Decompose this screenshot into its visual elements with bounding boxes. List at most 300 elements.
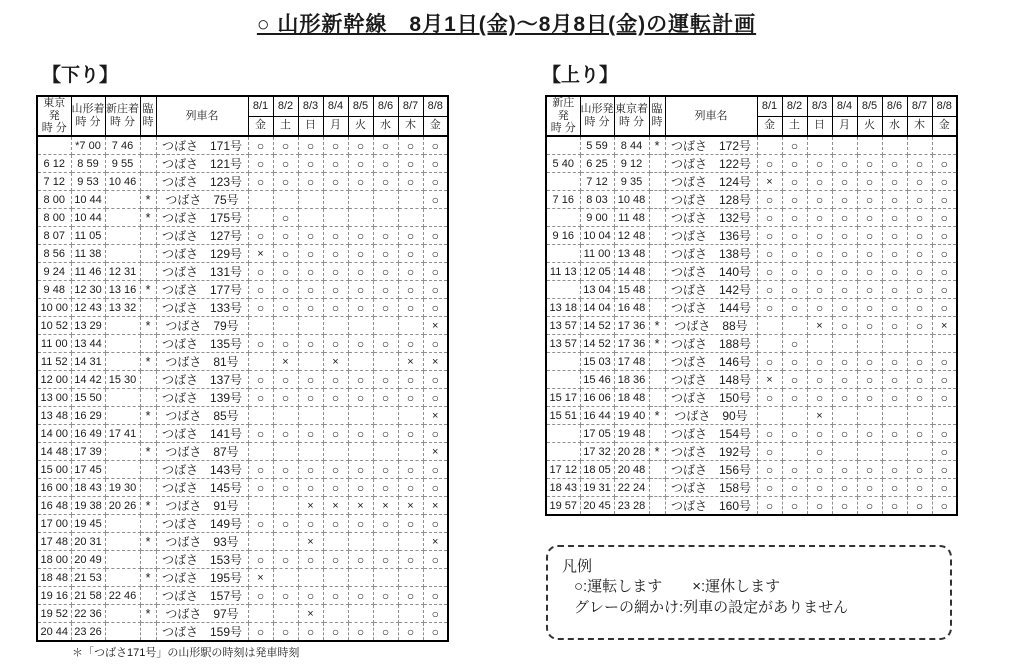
train-name-cell: つばさ 128号 — [665, 191, 757, 209]
train-row — [37, 371, 448, 389]
train-name-cell: つばさ 138号 — [665, 245, 757, 263]
train-name-cell: つばさ 146号 — [665, 353, 757, 371]
extra-cell — [649, 353, 665, 371]
mark-cell: ○ — [832, 299, 857, 317]
mark-cell: ○ — [423, 335, 448, 353]
mark-cell: ○ — [832, 479, 857, 497]
time-cell-2: 10 44 — [71, 209, 105, 227]
mark-cell: ○ — [932, 209, 957, 227]
mark-cell: ○ — [807, 461, 832, 479]
mark-cell-no-service — [398, 533, 423, 551]
train-row — [37, 407, 448, 425]
mark-cell: ○ — [832, 425, 857, 443]
date-header: 8/4 — [323, 96, 348, 116]
mark-cell: ○ — [857, 497, 882, 516]
mark-cell-no-service — [373, 191, 398, 209]
train-row — [546, 407, 957, 425]
time-cell-2: 11 38 — [71, 245, 105, 263]
time-cell-2: 19 31 — [580, 479, 614, 497]
extra-cell: * — [649, 136, 665, 155]
extra-cell — [649, 479, 665, 497]
mark-cell: ○ — [298, 245, 323, 263]
mark-cell: ○ — [298, 461, 323, 479]
mark-cell: ○ — [373, 263, 398, 281]
extra-cell: * — [649, 443, 665, 461]
time-cell-1: 13 57 — [546, 335, 580, 353]
mark-cell-no-service — [323, 209, 348, 227]
mark-cell: ○ — [782, 389, 807, 407]
extra-cell — [649, 245, 665, 263]
mark-cell-no-service — [323, 569, 348, 587]
mark-cell: ○ — [882, 281, 907, 299]
mark-cell-no-service — [373, 605, 398, 623]
train-row — [37, 443, 448, 461]
mark-cell: ○ — [298, 587, 323, 605]
weekday-header: 火 — [348, 116, 373, 136]
mark-cell: ○ — [882, 353, 907, 371]
mark-cell: ○ — [807, 425, 832, 443]
train-name-cell: つばさ 148号 — [665, 371, 757, 389]
time-cell-2: 14 52 — [580, 335, 614, 353]
train-name-cell: つばさ 154号 — [665, 425, 757, 443]
time-cell-3 — [105, 335, 140, 353]
mark-cell: ○ — [907, 191, 932, 209]
timetable-down-body — [37, 136, 448, 641]
date-header: 8/6 — [882, 96, 907, 116]
mark-cell: ○ — [932, 173, 957, 191]
header-time-label: 時 分 — [75, 116, 101, 128]
mark-cell: ○ — [323, 515, 348, 533]
mark-cell-no-service — [757, 335, 782, 353]
time-cell-3: 10 48 — [614, 191, 649, 209]
time-cell-3: 17 48 — [614, 353, 649, 371]
mark-cell: ○ — [273, 461, 298, 479]
time-cell-2: 14 52 — [580, 317, 614, 335]
date-header: 8/7 — [398, 96, 423, 116]
time-cell-1: 5 40 — [546, 155, 580, 173]
extra-cell — [140, 371, 156, 389]
mark-cell: ○ — [807, 227, 832, 245]
time-cell-3 — [105, 227, 140, 245]
time-cell-3 — [105, 389, 140, 407]
mark-cell: ○ — [423, 605, 448, 623]
extra-cell — [140, 299, 156, 317]
time-cell-2: 13 29 — [71, 317, 105, 335]
mark-cell: ○ — [373, 479, 398, 497]
mark-cell: ○ — [323, 371, 348, 389]
header-station-label: 新庄着 — [106, 103, 139, 116]
train-row — [546, 317, 957, 335]
mark-cell: ○ — [857, 461, 882, 479]
mark-cell: ○ — [807, 191, 832, 209]
time-cell-3 — [105, 515, 140, 533]
mark-cell-no-service — [782, 407, 807, 425]
mark-cell: ○ — [248, 389, 273, 407]
mark-cell: ○ — [423, 389, 448, 407]
mark-cell-no-service — [907, 443, 932, 461]
mark-cell: ○ — [248, 623, 273, 642]
mark-cell: ○ — [757, 425, 782, 443]
time-cell-1 — [546, 136, 580, 155]
time-cell-1 — [37, 136, 71, 155]
train-row — [37, 317, 448, 335]
time-cell-3 — [105, 461, 140, 479]
mark-cell: ○ — [323, 623, 348, 642]
mark-cell: ○ — [398, 173, 423, 191]
weekday-header: 土 — [273, 116, 298, 136]
mark-cell: ○ — [398, 479, 423, 497]
time-cell-3: 11 48 — [614, 209, 649, 227]
mark-cell: ○ — [398, 425, 423, 443]
mark-cell: ○ — [323, 461, 348, 479]
train-row — [37, 209, 448, 227]
time-cell-3: 13 48 — [614, 245, 649, 263]
weekday-header: 木 — [907, 116, 932, 136]
date-header: 8/2 — [273, 96, 298, 116]
mark-cell: ○ — [932, 425, 957, 443]
train-name-cell: つばさ 127号 — [156, 227, 248, 245]
mark-cell: ○ — [298, 479, 323, 497]
mark-cell: ○ — [782, 173, 807, 191]
time-cell-2: 16 06 — [580, 389, 614, 407]
mark-cell: ○ — [323, 335, 348, 353]
time-cell-1: 9 24 — [37, 263, 71, 281]
header-yamagata-departure — [580, 96, 614, 136]
header-row-1 — [546, 96, 957, 116]
mark-cell-no-service — [832, 136, 857, 155]
mark-cell: ○ — [248, 551, 273, 569]
train-row — [37, 136, 448, 155]
time-cell-2: 12 43 — [71, 299, 105, 317]
mark-cell-no-service — [932, 335, 957, 353]
header-extra-train: 臨時 — [649, 96, 665, 136]
train-name-cell: つばさ 137号 — [156, 371, 248, 389]
mark-cell-no-service — [323, 533, 348, 551]
train-name-cell: つばさ 122号 — [665, 155, 757, 173]
mark-cell: ○ — [323, 245, 348, 263]
time-cell-1 — [546, 209, 580, 227]
mark-cell: ○ — [782, 191, 807, 209]
time-cell-2: 23 26 — [71, 623, 105, 642]
time-cell-3 — [105, 245, 140, 263]
weekday-header: 金 — [423, 116, 448, 136]
mark-cell: ○ — [907, 497, 932, 516]
mark-cell: ○ — [807, 497, 832, 516]
mark-cell: ○ — [273, 299, 298, 317]
weekday-header: 水 — [882, 116, 907, 136]
train-name-cell: つばさ 87号 — [156, 443, 248, 461]
train-row — [546, 497, 957, 516]
mark-cell-no-service — [398, 317, 423, 335]
mark-cell: ○ — [882, 209, 907, 227]
mark-cell: ○ — [248, 136, 273, 155]
mark-cell: ○ — [248, 515, 273, 533]
mark-cell: ○ — [373, 371, 398, 389]
mark-cell: ○ — [348, 587, 373, 605]
mark-cell: ○ — [423, 371, 448, 389]
train-row — [546, 173, 957, 191]
mark-cell: ○ — [782, 209, 807, 227]
mark-cell-no-service — [423, 209, 448, 227]
mark-cell: ○ — [348, 371, 373, 389]
time-cell-2: 19 38 — [71, 497, 105, 515]
mark-cell-no-service — [298, 569, 323, 587]
time-cell-3 — [105, 407, 140, 425]
date-header: 8/2 — [782, 96, 807, 116]
mark-cell: ○ — [398, 227, 423, 245]
time-cell-1: 16 48 — [37, 497, 71, 515]
mark-cell: ○ — [807, 245, 832, 263]
extra-cell — [649, 461, 665, 479]
train-name-cell: つばさ 143号 — [156, 461, 248, 479]
mark-cell: ○ — [398, 371, 423, 389]
train-row — [546, 245, 957, 263]
train-name-cell: つばさ 88号 — [665, 317, 757, 335]
mark-cell: ○ — [298, 515, 323, 533]
mark-cell-no-service — [907, 136, 932, 155]
train-name-cell: つばさ 81号 — [156, 353, 248, 371]
mark-cell: ○ — [782, 263, 807, 281]
page-title: ○ 山形新幹線 8月1日(金)～8月8日(金)の運転計画 — [256, 13, 757, 36]
train-name-cell: つばさ 132号 — [665, 209, 757, 227]
train-name-cell: つばさ 160号 — [665, 497, 757, 516]
mark-cell: × — [807, 407, 832, 425]
train-row — [546, 461, 957, 479]
train-row — [37, 605, 448, 623]
mark-cell: ○ — [857, 155, 882, 173]
mark-cell-no-service — [398, 191, 423, 209]
mark-cell-no-service — [807, 335, 832, 353]
mark-cell: ○ — [323, 479, 348, 497]
mark-cell-no-service — [907, 407, 932, 425]
mark-cell: ○ — [298, 335, 323, 353]
mark-cell: ○ — [323, 263, 348, 281]
mark-cell: ○ — [757, 245, 782, 263]
mark-cell: ○ — [273, 587, 298, 605]
mark-cell: × — [248, 569, 273, 587]
mark-cell: ○ — [373, 299, 398, 317]
mark-cell: ○ — [832, 209, 857, 227]
time-cell-2: 9 00 — [580, 209, 614, 227]
mark-cell: ○ — [323, 173, 348, 191]
time-cell-1: 8 00 — [37, 209, 71, 227]
mark-cell: ○ — [348, 515, 373, 533]
mark-cell: ○ — [273, 389, 298, 407]
extra-cell — [140, 245, 156, 263]
mark-cell: ○ — [857, 245, 882, 263]
time-cell-1: 13 57 — [546, 317, 580, 335]
time-cell-1: 20 44 — [37, 623, 71, 642]
train-row — [37, 587, 448, 605]
mark-cell: × — [423, 407, 448, 425]
mark-cell: ○ — [348, 299, 373, 317]
mark-cell: ○ — [423, 479, 448, 497]
mark-cell: ○ — [398, 587, 423, 605]
mark-cell: ○ — [907, 425, 932, 443]
time-cell-1: 6 12 — [37, 155, 71, 173]
timetable-up — [545, 95, 958, 516]
header-station-label: 東京発 — [43, 97, 66, 122]
mark-cell: ○ — [323, 299, 348, 317]
mark-cell: ○ — [423, 551, 448, 569]
mark-cell: ○ — [857, 353, 882, 371]
extra-cell — [649, 497, 665, 516]
mark-cell: ○ — [807, 353, 832, 371]
train-name-cell: つばさ 142号 — [665, 281, 757, 299]
mark-cell-no-service — [932, 407, 957, 425]
mark-cell: × — [398, 353, 423, 371]
train-name-cell: つばさ 145号 — [156, 479, 248, 497]
mark-cell-no-service — [273, 569, 298, 587]
mark-cell: ○ — [832, 497, 857, 516]
mark-cell: ○ — [348, 461, 373, 479]
mark-cell: ○ — [932, 443, 957, 461]
time-cell-3: 9 35 — [614, 173, 649, 191]
mark-cell: ○ — [323, 425, 348, 443]
mark-cell: ○ — [857, 479, 882, 497]
mark-cell: ○ — [857, 371, 882, 389]
mark-cell: ○ — [273, 623, 298, 642]
mark-cell: × — [373, 497, 398, 515]
mark-cell: ○ — [398, 623, 423, 642]
mark-cell: ○ — [907, 479, 932, 497]
mark-cell: ○ — [907, 245, 932, 263]
legend-shading-line: グレーの網かけ:列車の設定がありません — [574, 598, 849, 616]
time-cell-3: 20 28 — [614, 443, 649, 461]
header-time-label: 時 分 — [618, 116, 645, 128]
mark-cell: ○ — [882, 389, 907, 407]
mark-cell: × — [757, 371, 782, 389]
time-cell-3: 13 16 — [105, 281, 140, 299]
time-cell-3: 17 41 — [105, 425, 140, 443]
mark-cell-no-service — [757, 407, 782, 425]
mark-cell: ○ — [373, 136, 398, 155]
time-cell-2: 20 45 — [580, 497, 614, 516]
mark-cell: ○ — [273, 371, 298, 389]
mark-cell: ○ — [323, 136, 348, 155]
time-cell-3 — [105, 533, 140, 551]
time-cell-1 — [546, 371, 580, 389]
train-name-cell: つばさ 135号 — [156, 335, 248, 353]
mark-cell: ○ — [273, 515, 298, 533]
time-cell-3: 18 48 — [614, 389, 649, 407]
mark-cell: ○ — [423, 173, 448, 191]
time-cell-1: 18 43 — [546, 479, 580, 497]
train-row — [37, 533, 448, 551]
mark-cell: ○ — [398, 245, 423, 263]
mark-cell: ○ — [757, 443, 782, 461]
train-row — [546, 479, 957, 497]
mark-cell: ○ — [248, 173, 273, 191]
mark-cell: ○ — [782, 245, 807, 263]
train-row — [37, 569, 448, 587]
mark-cell-no-service — [398, 569, 423, 587]
time-cell-1: 15 51 — [546, 407, 580, 425]
train-name-cell: つばさ 150号 — [665, 389, 757, 407]
time-cell-1: 19 52 — [37, 605, 71, 623]
train-row — [546, 299, 957, 317]
extra-cell — [140, 623, 156, 642]
date-header: 8/7 — [907, 96, 932, 116]
mark-cell-no-service — [398, 443, 423, 461]
time-cell-1: 15 17 — [546, 389, 580, 407]
mark-cell: × — [398, 497, 423, 515]
mark-cell: ○ — [807, 209, 832, 227]
mark-cell-no-service — [348, 407, 373, 425]
mark-cell: ○ — [907, 299, 932, 317]
mark-cell: ○ — [757, 299, 782, 317]
time-cell-1: 7 12 — [37, 173, 71, 191]
mark-cell: ○ — [932, 227, 957, 245]
train-row — [546, 443, 957, 461]
mark-cell: ○ — [323, 155, 348, 173]
mark-cell: ○ — [857, 209, 882, 227]
extra-cell: * — [140, 191, 156, 209]
mark-cell: ○ — [932, 245, 957, 263]
time-cell-2: 19 45 — [71, 515, 105, 533]
mark-cell: ○ — [398, 551, 423, 569]
train-row — [546, 155, 957, 173]
extra-cell — [649, 371, 665, 389]
date-header: 8/4 — [832, 96, 857, 116]
train-name-cell: つばさ 97号 — [156, 605, 248, 623]
mark-cell: × — [323, 353, 348, 371]
mark-cell-no-service — [298, 209, 323, 227]
mark-cell: ○ — [273, 263, 298, 281]
mark-cell: ○ — [907, 209, 932, 227]
time-cell-2: 8 03 — [580, 191, 614, 209]
train-row — [37, 515, 448, 533]
train-name-cell: つばさ 144号 — [665, 299, 757, 317]
weekday-header: 水 — [373, 116, 398, 136]
mark-cell-no-service — [273, 317, 298, 335]
mark-cell: × — [423, 497, 448, 515]
mark-cell: ○ — [857, 317, 882, 335]
train-row — [37, 245, 448, 263]
time-cell-1: 8 07 — [37, 227, 71, 245]
weekday-header: 金 — [757, 116, 782, 136]
train-row — [546, 353, 957, 371]
mark-cell: ○ — [298, 425, 323, 443]
mark-cell-no-service — [323, 407, 348, 425]
mark-cell-no-service — [348, 443, 373, 461]
mark-cell: ○ — [373, 155, 398, 173]
time-cell-1: 13 00 — [37, 389, 71, 407]
time-cell-2: *7 00 — [71, 136, 105, 155]
mark-cell-no-service — [373, 407, 398, 425]
train-name-cell: つばさ 141号 — [156, 425, 248, 443]
mark-cell: ○ — [248, 479, 273, 497]
mark-cell: ○ — [398, 389, 423, 407]
mark-cell-no-service — [248, 605, 273, 623]
time-cell-1: 14 48 — [37, 443, 71, 461]
train-name-cell: つばさ 172号 — [665, 136, 757, 155]
train-row — [37, 551, 448, 569]
mark-cell: ○ — [857, 425, 882, 443]
header-yamagata-arrival — [71, 96, 105, 136]
mark-cell: ○ — [298, 155, 323, 173]
train-name-cell: つばさ 91号 — [156, 497, 248, 515]
mark-cell: ○ — [248, 371, 273, 389]
mark-cell: ○ — [398, 335, 423, 353]
extra-cell — [140, 587, 156, 605]
train-name-cell: つばさ 177号 — [156, 281, 248, 299]
mark-cell: × — [757, 173, 782, 191]
train-name-cell: つばさ 139号 — [156, 389, 248, 407]
mark-cell: ○ — [348, 173, 373, 191]
time-cell-2: 11 46 — [71, 263, 105, 281]
date-header: 8/1 — [248, 96, 273, 116]
